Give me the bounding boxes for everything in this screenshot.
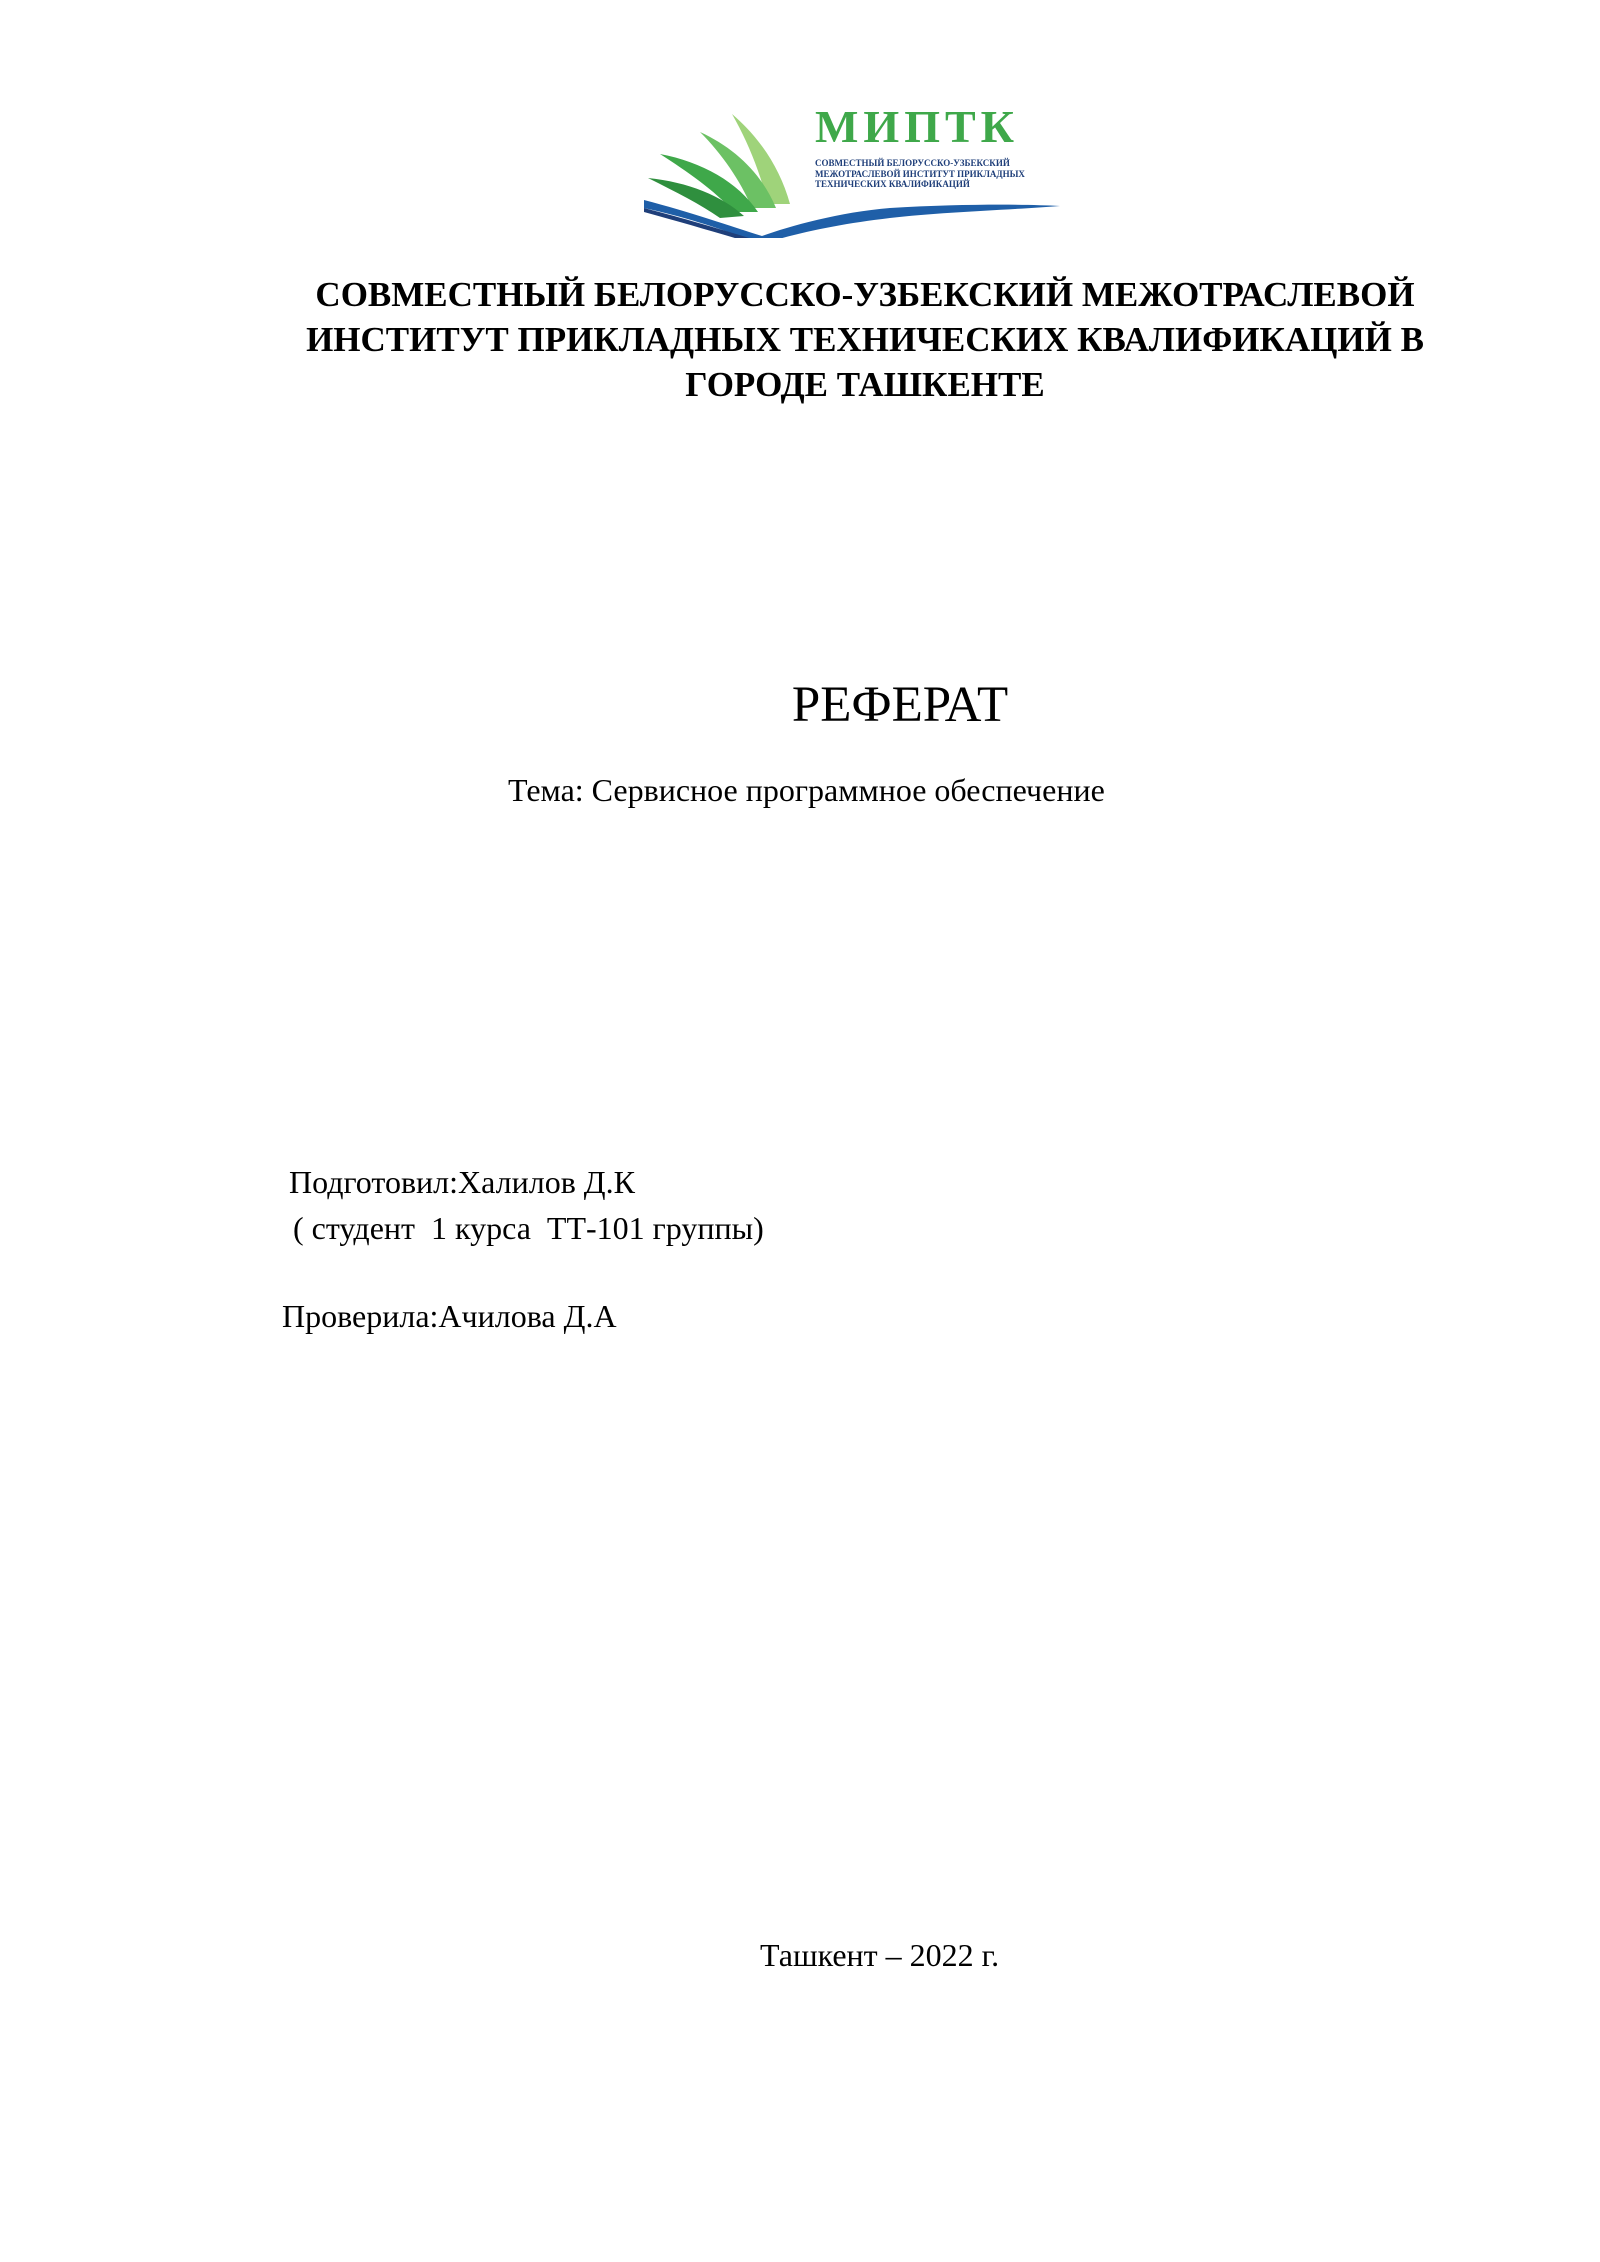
institute-logo (640, 101, 1080, 238)
institute-name-line: СОВМЕСТНЫЙ БЕЛОРУССКО-УЗБЕКСКИЙ МЕЖОТРАСЛЕВОЙ (315, 275, 1415, 314)
prepared-by: Подготовил:Халилов Д.К (289, 1164, 635, 1200)
logo-subtitle (815, 158, 1025, 190)
city-year: Ташкент – 2022 г. (760, 1937, 1000, 1973)
document-title: РЕФЕРАТ (791, 677, 1009, 733)
institute-name-line: ГОРОДЕ ТАШКЕНТЕ (685, 365, 1045, 404)
institute-name-line: ИНСТИТУТ ПРИКЛАДНЫХ ТЕХНИЧЕСКИХ КВАЛИФИКАЦИЙ В (306, 320, 1424, 359)
document-topic: Тема: Сервисное программное обеспечение (508, 772, 1105, 808)
logo-name: МИПТК (815, 101, 1020, 152)
logo-subtitle-line: ТЕХНИЧЕСКИХ КВАЛИФИКАЦИЙ (815, 179, 970, 189)
institute-name (200, 272, 1530, 407)
checked-by: Проверила:Ачилова Д.А (282, 1298, 617, 1334)
student-info: ( студент 1 курса ТТ-101 группы) (293, 1210, 764, 1246)
logo-subtitle-line: СОВМЕСТНЫЙ БЕЛОРУССКО-УЗБЕКСКИЙ (815, 158, 1010, 168)
logo-subtitle-line: МЕЖОТРАСЛЕВОЙ ИНСТИТУТ ПРИКЛАДНЫХ (815, 168, 1025, 179)
